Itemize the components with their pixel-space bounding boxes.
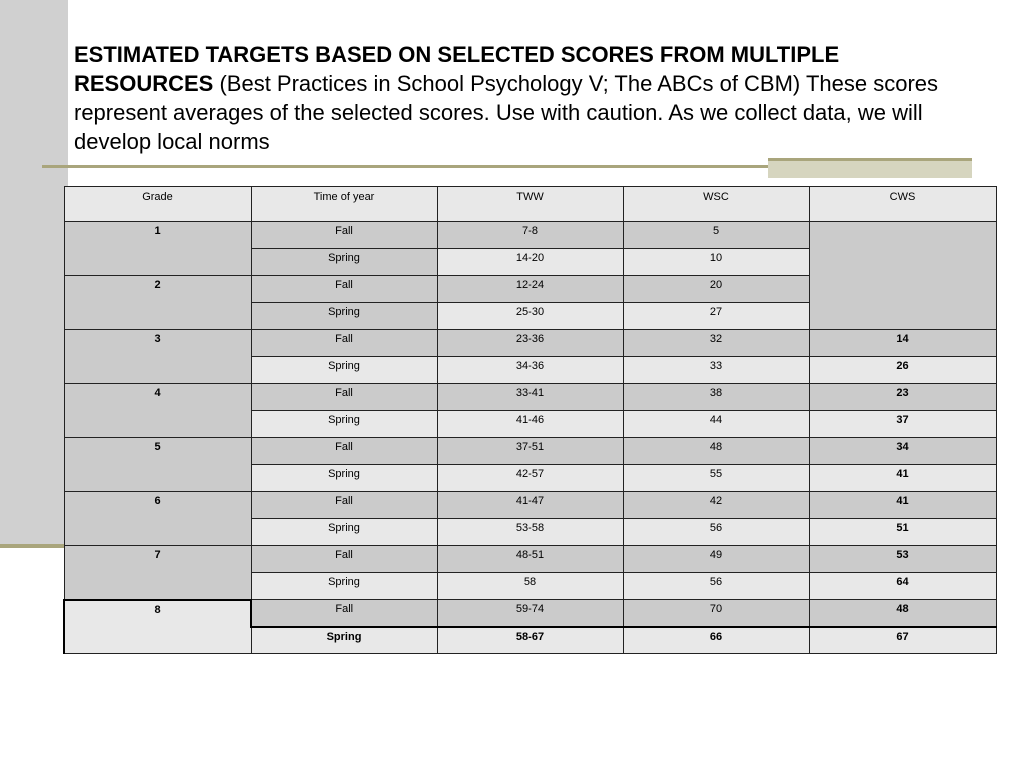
table-row bbox=[64, 546, 996, 573]
tww-cell: 23-36 bbox=[437, 330, 623, 357]
heading-bold-text: ESTIMATED TARGETS BASED ON SELECTED SCORES FROM MULTIPLE RESOURCES bbox=[74, 42, 840, 96]
header-time-of-year: Time of year bbox=[251, 187, 437, 222]
table-header-row bbox=[64, 187, 996, 222]
tww-cell: 41-47 bbox=[437, 492, 623, 519]
wsc-cell: 38 bbox=[623, 384, 809, 411]
wsc-cell: 10 bbox=[623, 249, 809, 276]
season-cell: Fall bbox=[251, 384, 437, 411]
left-accent-stripe bbox=[0, 544, 68, 548]
season-cell: Spring bbox=[251, 627, 437, 654]
tww-cell: 41-46 bbox=[437, 411, 623, 438]
tww-cell: 34-36 bbox=[437, 357, 623, 384]
season-cell: Fall bbox=[251, 492, 437, 519]
season-cell: Spring bbox=[251, 465, 437, 492]
cws-cell: 14 bbox=[809, 330, 996, 357]
wsc-cell: 32 bbox=[623, 330, 809, 357]
table-row bbox=[64, 600, 996, 627]
cws-cell: 34 bbox=[809, 438, 996, 465]
tww-cell: 53-58 bbox=[437, 519, 623, 546]
season-cell: Fall bbox=[251, 438, 437, 465]
grade-cell: 2 bbox=[64, 276, 251, 330]
table-row bbox=[64, 384, 996, 411]
cws-cell: 51 bbox=[809, 519, 996, 546]
tww-cell: 37-51 bbox=[437, 438, 623, 465]
wsc-cell: 33 bbox=[623, 357, 809, 384]
season-cell: Spring bbox=[251, 411, 437, 438]
season-cell: Spring bbox=[251, 357, 437, 384]
wsc-cell: 55 bbox=[623, 465, 809, 492]
cws-cell: 26 bbox=[809, 357, 996, 384]
targets-table-wrap bbox=[63, 186, 997, 654]
grade-cell: 5 bbox=[64, 438, 251, 492]
grade-cell: 7 bbox=[64, 546, 251, 600]
season-cell: Spring bbox=[251, 303, 437, 330]
grade-cell: 6 bbox=[64, 492, 251, 546]
header-grade: Grade bbox=[64, 187, 251, 222]
grade-cell: 4 bbox=[64, 384, 251, 438]
grade-cell: 1 bbox=[64, 222, 251, 276]
cws-cell: 37 bbox=[809, 411, 996, 438]
cws-cell: 23 bbox=[809, 384, 996, 411]
wsc-cell: 56 bbox=[623, 519, 809, 546]
header-wsc: WSC bbox=[623, 187, 809, 222]
heading-normal-text: (Best Practices in School Psychology V; The ABCs of CBM) These scores represent averages of the selected scores. Use with caution. As we collect data, we will develop local norms bbox=[74, 71, 939, 154]
cws-cell: 41 bbox=[809, 465, 996, 492]
wsc-cell: 5 bbox=[623, 222, 809, 249]
wsc-cell: 70 bbox=[623, 600, 809, 627]
wsc-cell: 49 bbox=[623, 546, 809, 573]
season-cell: Fall bbox=[251, 222, 437, 249]
table-row bbox=[64, 330, 996, 357]
cws-cell: 67 bbox=[809, 627, 996, 654]
left-decor-bar bbox=[0, 0, 68, 544]
season-cell: Fall bbox=[251, 276, 437, 303]
accent-box bbox=[768, 158, 972, 178]
tww-cell: 14-20 bbox=[437, 249, 623, 276]
cws-cell: 53 bbox=[809, 546, 996, 573]
cws-empty-cell bbox=[809, 222, 996, 330]
season-cell: Spring bbox=[251, 573, 437, 600]
tww-cell: 58 bbox=[437, 573, 623, 600]
targets-table bbox=[63, 186, 997, 654]
season-cell: Spring bbox=[251, 249, 437, 276]
tww-cell: 12-24 bbox=[437, 276, 623, 303]
tww-cell: 33-41 bbox=[437, 384, 623, 411]
cws-cell: 48 bbox=[809, 600, 996, 627]
table-row bbox=[64, 438, 996, 465]
wsc-cell: 56 bbox=[623, 573, 809, 600]
wsc-cell: 20 bbox=[623, 276, 809, 303]
tww-cell: 58-67 bbox=[437, 627, 623, 654]
table-row bbox=[64, 492, 996, 519]
tww-cell: 59-74 bbox=[437, 600, 623, 627]
cws-cell: 64 bbox=[809, 573, 996, 600]
wsc-cell: 42 bbox=[623, 492, 809, 519]
wsc-cell: 44 bbox=[623, 411, 809, 438]
wsc-cell: 48 bbox=[623, 438, 809, 465]
wsc-cell: 66 bbox=[623, 627, 809, 654]
cws-cell: 41 bbox=[809, 492, 996, 519]
season-cell: Fall bbox=[251, 546, 437, 573]
season-cell: Fall bbox=[251, 330, 437, 357]
season-cell: Fall bbox=[251, 600, 437, 627]
grade-cell: 8 bbox=[64, 600, 251, 654]
grade-cell: 3 bbox=[64, 330, 251, 384]
tww-cell: 42-57 bbox=[437, 465, 623, 492]
header-tww: TWW bbox=[437, 187, 623, 222]
tww-cell: 7-8 bbox=[437, 222, 623, 249]
header-cws: CWS bbox=[809, 187, 996, 222]
tww-cell: 48-51 bbox=[437, 546, 623, 573]
season-cell: Spring bbox=[251, 519, 437, 546]
wsc-cell: 27 bbox=[623, 303, 809, 330]
table-row bbox=[64, 222, 996, 249]
slide-heading bbox=[74, 40, 984, 156]
tww-cell: 25-30 bbox=[437, 303, 623, 330]
